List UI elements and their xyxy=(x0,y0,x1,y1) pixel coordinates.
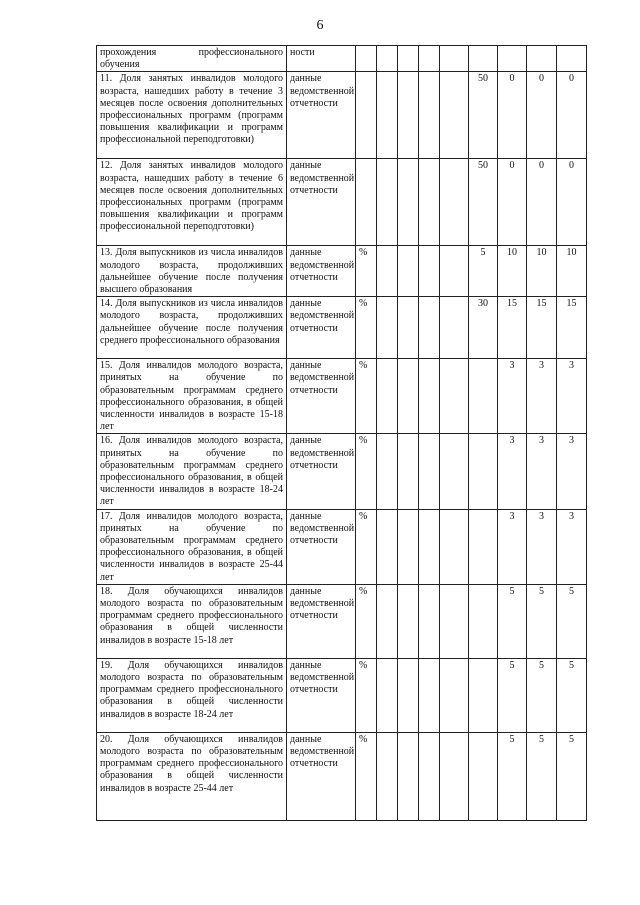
table-row xyxy=(97,246,587,297)
table-row xyxy=(97,359,587,434)
value-cell xyxy=(440,584,469,658)
indicator-name: 12. Доля занятых инвалидов молодого возраста, нашедших работу в течение 6 месяцев после освоения дополнительных профессиональных программ (программ повышения квалификации и программ профессиональной переподготовки) xyxy=(97,159,287,246)
value-cell xyxy=(527,46,557,72)
table-row xyxy=(97,159,587,246)
value-cell xyxy=(469,732,498,820)
unit-cell: % xyxy=(356,658,377,732)
value-cell: 5 xyxy=(527,658,557,732)
value-cell xyxy=(419,246,440,297)
unit-cell xyxy=(356,159,377,246)
value-cell: 3 xyxy=(527,434,557,509)
value-cell xyxy=(398,297,419,359)
value-cell: 5 xyxy=(557,732,587,820)
indicator-name: 20. Доля обучающихся инвалидов молодого возраста по образовательным программам среднего профессионального образования в общей численности инвалидов в возрасте 25-44 лет xyxy=(97,732,287,820)
value-cell xyxy=(398,732,419,820)
value-cell xyxy=(440,658,469,732)
data-source: данные ведомственной отчетности xyxy=(287,732,356,820)
data-source: данные ведомственной отчетности xyxy=(287,72,356,159)
value-cell xyxy=(419,732,440,820)
indicator-name: прохождения профессионального обучения xyxy=(97,46,287,72)
indicators-table xyxy=(96,45,587,821)
value-cell xyxy=(398,359,419,434)
value-cell xyxy=(419,434,440,509)
value-cell: 50 xyxy=(469,159,498,246)
value-cell: 3 xyxy=(557,434,587,509)
data-source: данные ведомственной отчетности xyxy=(287,297,356,359)
unit-cell: % xyxy=(356,359,377,434)
table-row xyxy=(97,434,587,509)
value-cell xyxy=(377,246,398,297)
value-cell xyxy=(398,584,419,658)
data-source: данные ведомственной отчетности xyxy=(287,434,356,509)
value-cell xyxy=(469,658,498,732)
value-cell xyxy=(398,658,419,732)
value-cell: 0 xyxy=(557,159,587,246)
table-row xyxy=(97,732,587,820)
value-cell xyxy=(440,732,469,820)
value-cell: 5 xyxy=(498,732,527,820)
value-cell xyxy=(377,359,398,434)
value-cell xyxy=(469,434,498,509)
value-cell: 5 xyxy=(498,584,527,658)
table-row xyxy=(97,509,587,584)
value-cell: 15 xyxy=(498,297,527,359)
value-cell xyxy=(440,434,469,509)
value-cell: 10 xyxy=(527,246,557,297)
value-cell xyxy=(469,509,498,584)
value-cell xyxy=(419,509,440,584)
indicator-name: 17. Доля инвалидов молодого возраста, принятых на обучение по образовательным программам среднего профессионального образования, в общей численности инвалидов в возрасте 25-44 лет xyxy=(97,509,287,584)
value-cell xyxy=(377,732,398,820)
value-cell: 5 xyxy=(527,732,557,820)
unit-cell: % xyxy=(356,584,377,658)
data-source: данные ведомственной отчетности xyxy=(287,159,356,246)
unit-cell xyxy=(356,72,377,159)
value-cell: 0 xyxy=(557,72,587,159)
unit-cell xyxy=(356,46,377,72)
value-cell xyxy=(469,359,498,434)
value-cell xyxy=(440,297,469,359)
value-cell xyxy=(419,46,440,72)
value-cell xyxy=(440,509,469,584)
table-row-continuation xyxy=(97,46,587,72)
value-cell xyxy=(377,297,398,359)
table-body xyxy=(97,46,587,821)
data-source: данные ведомственной отчетности xyxy=(287,359,356,434)
value-cell xyxy=(398,159,419,246)
value-cell: 3 xyxy=(557,359,587,434)
value-cell xyxy=(419,297,440,359)
value-cell xyxy=(398,246,419,297)
value-cell: 5 xyxy=(557,584,587,658)
value-cell: 0 xyxy=(527,72,557,159)
value-cell: 5 xyxy=(527,584,557,658)
data-source: данные ведомственной отчетности xyxy=(287,658,356,732)
value-cell xyxy=(377,46,398,72)
value-cell xyxy=(377,584,398,658)
value-cell xyxy=(398,434,419,509)
value-cell: 50 xyxy=(469,72,498,159)
value-cell xyxy=(377,72,398,159)
value-cell: 15 xyxy=(527,297,557,359)
value-cell: 15 xyxy=(557,297,587,359)
indicator-name: 13. Доля выпускников из числа инвалидов молодого возраста, продолживших дальнейшее обучение после получения высшего образования xyxy=(97,246,287,297)
value-cell: 10 xyxy=(557,246,587,297)
value-cell: 0 xyxy=(527,159,557,246)
value-cell: 0 xyxy=(498,72,527,159)
table-row xyxy=(97,658,587,732)
value-cell: 3 xyxy=(557,509,587,584)
value-cell xyxy=(557,46,587,72)
unit-cell: % xyxy=(356,246,377,297)
value-cell xyxy=(377,658,398,732)
unit-cell: % xyxy=(356,434,377,509)
value-cell: 3 xyxy=(498,359,527,434)
value-cell xyxy=(498,46,527,72)
unit-cell: % xyxy=(356,732,377,820)
value-cell xyxy=(377,434,398,509)
value-cell: 5 xyxy=(498,658,527,732)
unit-cell: % xyxy=(356,297,377,359)
data-source: данные ведомственной отчетности xyxy=(287,246,356,297)
value-cell: 3 xyxy=(527,359,557,434)
table-row xyxy=(97,297,587,359)
data-source: данные ведомственной отчетности xyxy=(287,509,356,584)
value-cell: 5 xyxy=(469,246,498,297)
value-cell: 30 xyxy=(469,297,498,359)
value-cell xyxy=(440,46,469,72)
value-cell xyxy=(419,658,440,732)
indicator-name: 15. Доля инвалидов молодого возраста, принятых на обучение по образовательным программам среднего профессионального образования, в общей численности инвалидов в возрасте 15-18 лет xyxy=(97,359,287,434)
value-cell: 3 xyxy=(527,509,557,584)
value-cell xyxy=(440,246,469,297)
value-cell xyxy=(419,359,440,434)
data-source: ности xyxy=(287,46,356,72)
indicator-name: 14. Доля выпускников из числа инвалидов молодого возраста, продолживших дальнейшее обучение после получения среднего профессионального образования xyxy=(97,297,287,359)
value-cell xyxy=(419,159,440,246)
indicator-name: 11. Доля занятых инвалидов молодого возраста, нашедших работу в течение 3 месяцев после освоения дополнительных профессиональных программ (программ повышения квалификации и программ профессиональной переподготовки) xyxy=(97,72,287,159)
value-cell: 3 xyxy=(498,434,527,509)
value-cell: 3 xyxy=(498,509,527,584)
value-cell xyxy=(419,72,440,159)
value-cell xyxy=(469,584,498,658)
unit-cell: % xyxy=(356,509,377,584)
indicator-name: 19. Доля обучающихся инвалидов молодого возраста по образовательным программам среднего профессионального образования в общей численности инвалидов в возрасте 18-24 лет xyxy=(97,658,287,732)
value-cell xyxy=(440,359,469,434)
value-cell xyxy=(469,46,498,72)
value-cell: 10 xyxy=(498,246,527,297)
value-cell xyxy=(398,46,419,72)
value-cell xyxy=(377,509,398,584)
value-cell: 5 xyxy=(557,658,587,732)
page-number: 6 xyxy=(316,18,324,33)
table-row xyxy=(97,72,587,159)
data-source: данные ведомственной отчетности xyxy=(287,584,356,658)
indicator-name: 16. Доля инвалидов молодого возраста, принятых на обучение по образовательным программам среднего профессионального образования, в общей численности инвалидов в возрасте 18-24 лет xyxy=(97,434,287,509)
value-cell xyxy=(398,509,419,584)
value-cell xyxy=(377,159,398,246)
value-cell xyxy=(440,72,469,159)
value-cell xyxy=(440,159,469,246)
value-cell xyxy=(419,584,440,658)
value-cell: 0 xyxy=(498,159,527,246)
table-row xyxy=(97,584,587,658)
value-cell xyxy=(398,72,419,159)
indicator-name: 18. Доля обучающихся инвалидов молодого возраста по образовательным программам среднего профессионального образования в общей численности инвалидов в возрасте 15-18 лет xyxy=(97,584,287,658)
